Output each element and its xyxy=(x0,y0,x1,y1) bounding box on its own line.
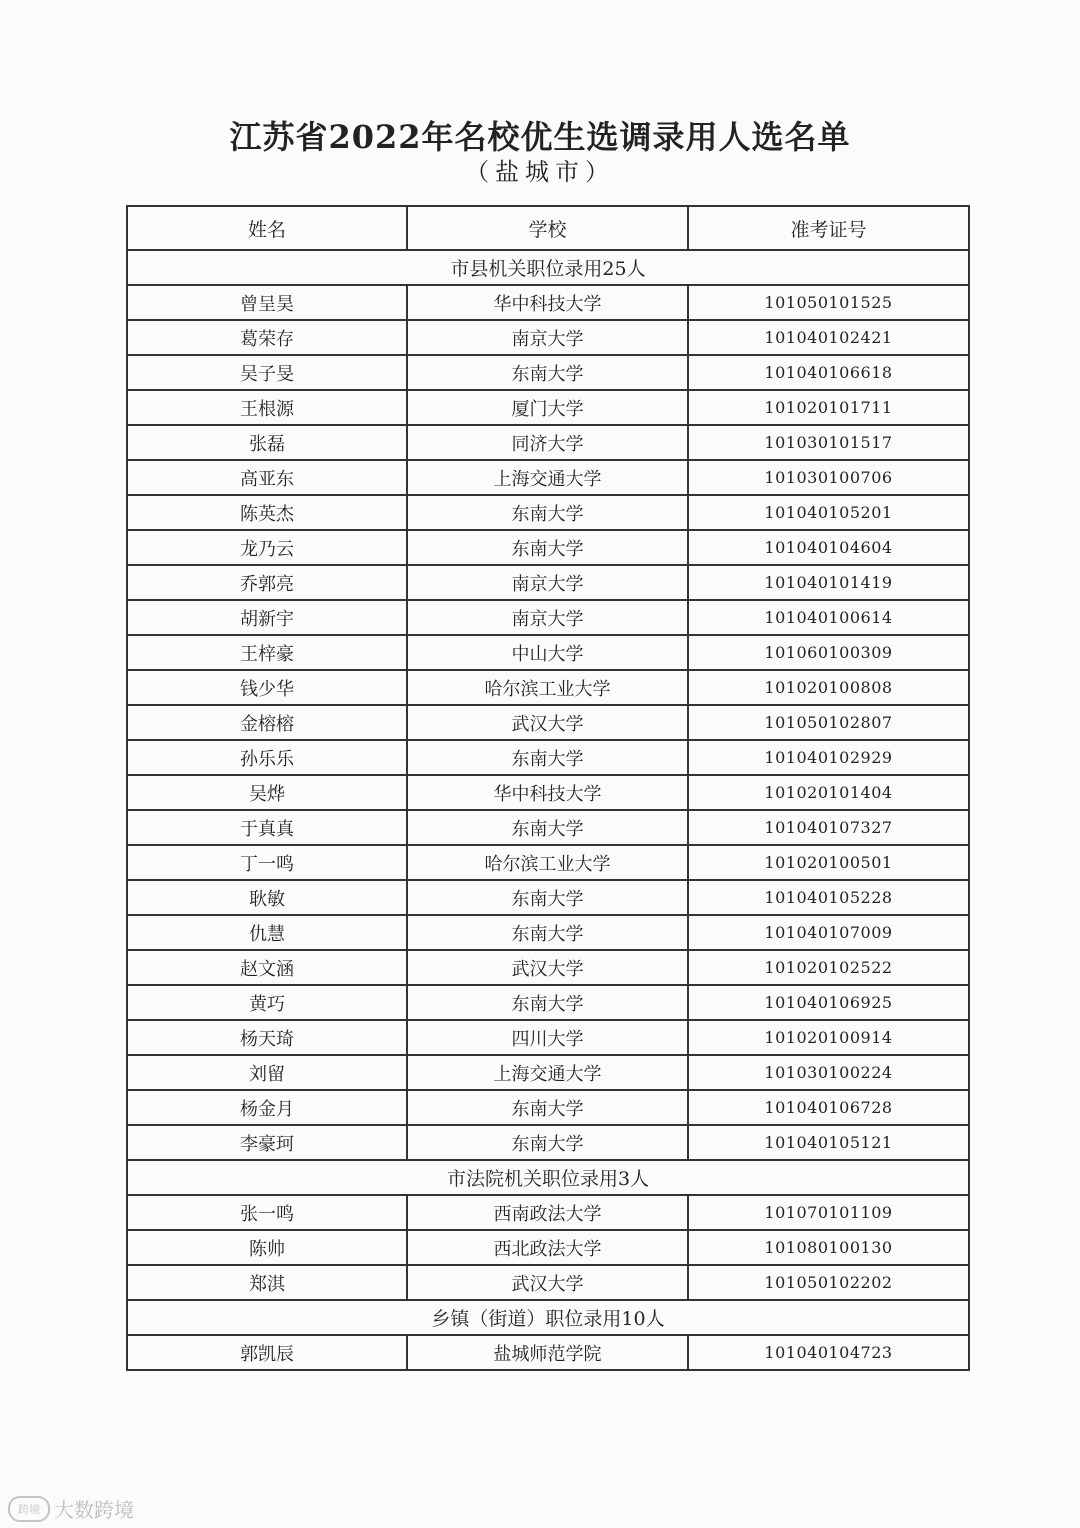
cell-exam-number: 101040106618 xyxy=(688,355,969,390)
cell-name: 乔郭亮 xyxy=(127,565,407,600)
cell-exam-number: 101040105121 xyxy=(688,1125,969,1160)
cell-name: 张磊 xyxy=(127,425,407,460)
cell-name: 仇慧 xyxy=(127,915,407,950)
section-label: 市县机关职位录用25人 xyxy=(127,250,969,285)
cell-exam-number: 101040100614 xyxy=(688,600,969,635)
cell-exam-number: 101040105228 xyxy=(688,880,969,915)
cell-school: 西北政法大学 xyxy=(407,1230,688,1265)
cell-school: 华中科技大学 xyxy=(407,775,688,810)
cell-exam-number: 101040104604 xyxy=(688,530,969,565)
cell-name: 刘留 xyxy=(127,1055,407,1090)
cell-name: 张一鸣 xyxy=(127,1195,407,1230)
section-row xyxy=(127,250,969,285)
table-row xyxy=(127,1230,969,1265)
cell-school: 同济大学 xyxy=(407,425,688,460)
table-row xyxy=(127,355,969,390)
cell-exam-number: 101040106728 xyxy=(688,1090,969,1125)
table-row xyxy=(127,740,969,775)
table-row xyxy=(127,915,969,950)
header-name: 姓名 xyxy=(127,206,407,250)
cell-exam-number: 101040102421 xyxy=(688,320,969,355)
cell-exam-number: 101030101517 xyxy=(688,425,969,460)
cell-school: 西南政法大学 xyxy=(407,1195,688,1230)
table-row xyxy=(127,775,969,810)
cell-exam-number: 101040105201 xyxy=(688,495,969,530)
cell-name: 于真真 xyxy=(127,810,407,845)
cell-exam-number: 101020100501 xyxy=(688,845,969,880)
table-row xyxy=(127,1020,969,1055)
table-header-row xyxy=(127,206,969,250)
cell-school: 厦门大学 xyxy=(407,390,688,425)
cell-name: 杨天琦 xyxy=(127,1020,407,1055)
table-row xyxy=(127,670,969,705)
cell-name: 孙乐乐 xyxy=(127,740,407,775)
cell-name: 龙乃云 xyxy=(127,530,407,565)
cell-exam-number: 101020102522 xyxy=(688,950,969,985)
section-label: 乡镇（街道）职位录用10人 xyxy=(127,1300,969,1335)
cell-name: 金榕榕 xyxy=(127,705,407,740)
cell-school: 东南大学 xyxy=(407,1125,688,1160)
cell-school: 东南大学 xyxy=(407,880,688,915)
cell-name: 葛荣存 xyxy=(127,320,407,355)
cell-exam-number: 101020100808 xyxy=(688,670,969,705)
cell-name: 吴烨 xyxy=(127,775,407,810)
header-school: 学校 xyxy=(407,206,688,250)
cell-exam-number: 101030100706 xyxy=(688,460,969,495)
cell-school: 上海交通大学 xyxy=(407,1055,688,1090)
table-row xyxy=(127,950,969,985)
cell-exam-number: 101040104723 xyxy=(688,1335,969,1370)
watermark xyxy=(8,1494,134,1523)
cell-school: 南京大学 xyxy=(407,565,688,600)
cell-school: 中山大学 xyxy=(407,635,688,670)
cell-name: 王根源 xyxy=(127,390,407,425)
cell-name: 郑淇 xyxy=(127,1265,407,1300)
table-row xyxy=(127,460,969,495)
cell-name: 郭凯辰 xyxy=(127,1335,407,1370)
cell-name: 胡新宇 xyxy=(127,600,407,635)
cell-exam-number: 101080100130 xyxy=(688,1230,969,1265)
cell-school: 东南大学 xyxy=(407,915,688,950)
table-row xyxy=(127,810,969,845)
cell-exam-number: 101040106925 xyxy=(688,985,969,1020)
cell-name: 赵文涵 xyxy=(127,950,407,985)
table-row xyxy=(127,1055,969,1090)
cell-exam-number: 101030100224 xyxy=(688,1055,969,1090)
table-row xyxy=(127,1265,969,1300)
candidate-table xyxy=(126,205,970,1371)
table-row xyxy=(127,495,969,530)
table-row xyxy=(127,530,969,565)
watermark-text: 大数跨境 xyxy=(54,1498,134,1522)
cell-school: 东南大学 xyxy=(407,740,688,775)
table-row xyxy=(127,1125,969,1160)
cell-name: 丁一鸣 xyxy=(127,845,407,880)
cell-name: 杨金月 xyxy=(127,1090,407,1125)
table-row xyxy=(127,390,969,425)
cell-exam-number: 101040101419 xyxy=(688,565,969,600)
cell-school: 四川大学 xyxy=(407,1020,688,1055)
cell-exam-number: 101050102807 xyxy=(688,705,969,740)
cell-name: 钱少华 xyxy=(127,670,407,705)
header-exam-number: 准考证号 xyxy=(688,206,969,250)
cell-school: 武汉大学 xyxy=(407,1265,688,1300)
table-row xyxy=(127,425,969,460)
cell-name: 陈英杰 xyxy=(127,495,407,530)
document-subtitle: （盐城市） xyxy=(465,158,615,186)
cell-school: 东南大学 xyxy=(407,985,688,1020)
table-row xyxy=(127,1090,969,1125)
cell-school: 上海交通大学 xyxy=(407,460,688,495)
cell-exam-number: 101040107009 xyxy=(688,915,969,950)
cell-exam-number: 101050101525 xyxy=(688,285,969,320)
table-row xyxy=(127,285,969,320)
cell-exam-number: 101020101404 xyxy=(688,775,969,810)
cell-name: 李豪珂 xyxy=(127,1125,407,1160)
section-row xyxy=(127,1160,969,1195)
cell-school: 东南大学 xyxy=(407,810,688,845)
cell-school: 华中科技大学 xyxy=(407,285,688,320)
table-row xyxy=(127,565,969,600)
cell-school: 南京大学 xyxy=(407,600,688,635)
cell-name: 耿敏 xyxy=(127,880,407,915)
document-title: 江苏省2022年名校优生选调录用人选名单 xyxy=(229,118,851,156)
cell-name: 吴子旻 xyxy=(127,355,407,390)
table-row xyxy=(127,880,969,915)
table-row xyxy=(127,845,969,880)
cell-school: 东南大学 xyxy=(407,495,688,530)
cell-name: 曾呈昊 xyxy=(127,285,407,320)
table-row xyxy=(127,320,969,355)
table-row xyxy=(127,1335,969,1370)
cell-school: 哈尔滨工业大学 xyxy=(407,845,688,880)
cell-name: 高亚东 xyxy=(127,460,407,495)
section-row xyxy=(127,1300,969,1335)
cell-name: 王梓豪 xyxy=(127,635,407,670)
cell-exam-number: 101070101109 xyxy=(688,1195,969,1230)
cell-school: 南京大学 xyxy=(407,320,688,355)
cell-name: 陈帅 xyxy=(127,1230,407,1265)
cell-exam-number: 101040102929 xyxy=(688,740,969,775)
cell-exam-number: 101050102202 xyxy=(688,1265,969,1300)
table-row xyxy=(127,600,969,635)
table-row xyxy=(127,635,969,670)
table-row xyxy=(127,705,969,740)
watermark-logo-icon: 跨境 xyxy=(8,1496,50,1522)
table-body xyxy=(127,250,969,1370)
cell-school: 哈尔滨工业大学 xyxy=(407,670,688,705)
cell-school: 盐城师范学院 xyxy=(407,1335,688,1370)
cell-name: 黄巧 xyxy=(127,985,407,1020)
cell-school: 东南大学 xyxy=(407,355,688,390)
cell-school: 武汉大学 xyxy=(407,950,688,985)
cell-exam-number: 101040107327 xyxy=(688,810,969,845)
table-row xyxy=(127,985,969,1020)
section-label: 市法院机关职位录用3人 xyxy=(127,1160,969,1195)
cell-school: 武汉大学 xyxy=(407,705,688,740)
cell-school: 东南大学 xyxy=(407,1090,688,1125)
cell-school: 东南大学 xyxy=(407,530,688,565)
table-row xyxy=(127,1195,969,1230)
cell-exam-number: 101060100309 xyxy=(688,635,969,670)
cell-exam-number: 101020100914 xyxy=(688,1020,969,1055)
cell-exam-number: 101020101711 xyxy=(688,390,969,425)
